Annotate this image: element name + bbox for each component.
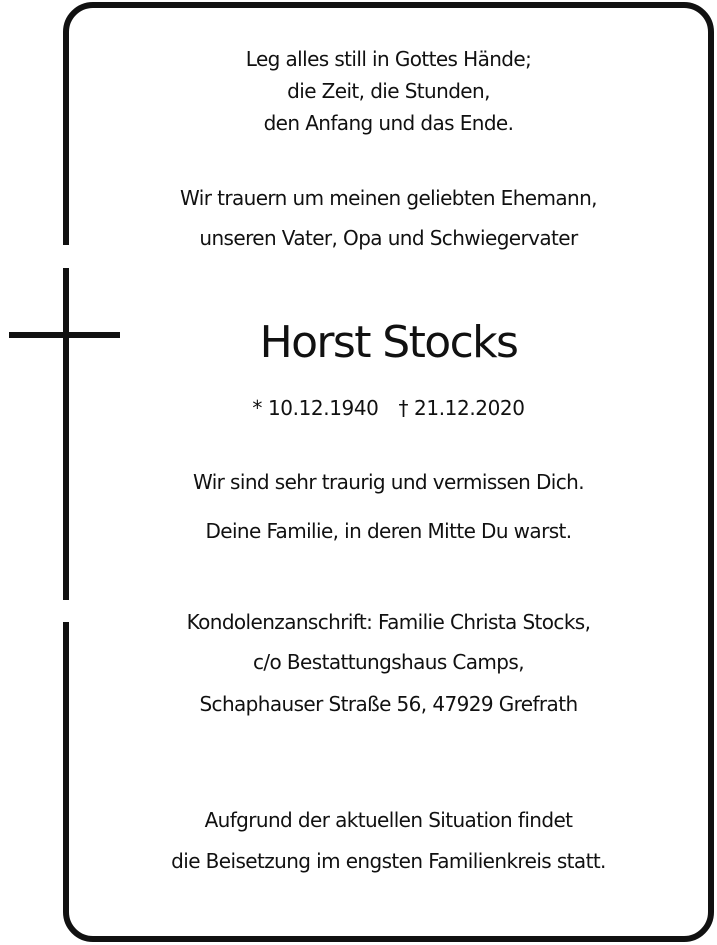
life-dates	[69, 393, 708, 423]
condolence-line-2: c/o Bestattungshaus Camps,	[253, 650, 524, 674]
farewell-line-1: Wir sind sehr traurig und vermissen Dich.	[192, 470, 584, 494]
birth-date: * 10.12.1940	[252, 396, 379, 420]
deceased-name: Horst Stocks	[259, 317, 518, 368]
verse-line-3: den Anfang und das Ende.	[263, 111, 514, 135]
condolence-line-3: Schaphauser Straße 56, 47929 Grefrath	[199, 692, 578, 716]
condolence-line-1: Kondolenzanschrift: Familie Christa Stocks,	[186, 610, 591, 634]
notice-line-2: die Beisetzung im engsten Familienkreis statt.	[171, 849, 606, 873]
mourning-line-1: Wir trauern um meinen geliebten Ehemann,	[180, 186, 597, 210]
mourning-line-2: unseren Vater, Opa und Schwiegervater	[199, 226, 578, 250]
farewell-line-2: Deine Familie, in deren Mitte Du warst.	[205, 519, 572, 543]
notice-line-1: Aufgrund der aktuellen Situation findet	[204, 808, 573, 832]
death-date: † 21.12.2020	[398, 396, 525, 420]
verse-line-2: die Zeit, die Stunden,	[287, 79, 490, 103]
verse-line-1: Leg alles still in Gottes Hände;	[245, 47, 532, 71]
